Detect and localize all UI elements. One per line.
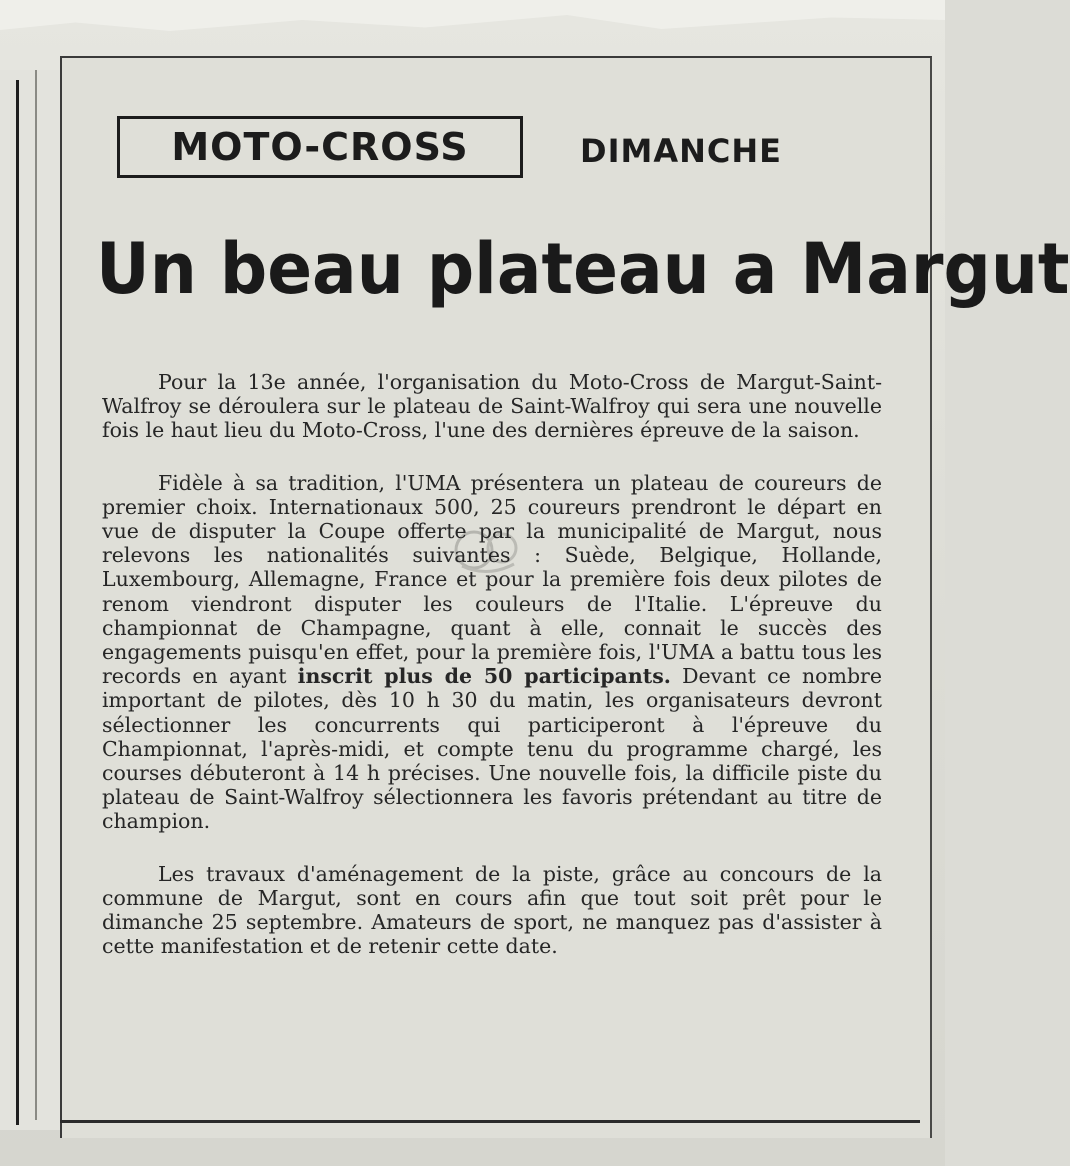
paragraph-3: Les travaux d'aménagement de la piste, grâce au concours de la commune de Margut, sont en cours afin que tout soit prêt pour le dimanche 25 septembre. Amateurs de sport, ne manquez pas d'assister à cette manifestation et de retenir cette date. <box>102 861 882 959</box>
paragraph-2-text: Fidèle à sa tradition, l'UMA présentera un plateau de coureurs de premier choix. Internationaux 500, 25 coureurs prendront le départ en vue de disputer la Coupe offerte par la municipalité de Margut, nous relevons les nationalités suivantes : Suède, Belgique, Hollande, Luxembourg, Allemagne, France et pour la première fois deux pilotes de renom viendront disputer les couleurs de l'Italie. L'épreuve du championnat de Champagne, quant à elle, connait le succès des engagements puisqu'en effet, pour la première fois, l'UMA a battu tous les records en ayant <box>102 470 882 689</box>
kicker-label: MOTO-CROSS <box>171 125 469 169</box>
paragraph-2 <box>102 471 882 834</box>
paragraph-2-bold: inscrit plus de 50 participants. <box>297 664 671 689</box>
bottom-rule <box>60 1120 920 1123</box>
kicker-day: DIMANCHE <box>580 132 782 170</box>
article-body <box>102 370 882 986</box>
column-rule <box>16 80 19 1125</box>
column-rule-secondary <box>35 70 37 1120</box>
adjacent-column-strip <box>0 70 60 1130</box>
paragraph-1: Pour la 13e année, l'organisation du Moto-Cross de Margut-Saint-Walfroy se déroulera sur le plateau de Saint-Walfroy qui sera une nouvelle fois le haut lieu du Moto-Cross, l'une des dernières épreuve de la saison. <box>102 370 882 443</box>
headline: Un beau plateau a Margut <box>96 228 1070 310</box>
paragraph-2-continued: Devant ce nombre important de pilotes, dès 10 h 30 du matin, les organisateurs devront sélectionner les concurrents qui participeront à l'épreuve du Championnat, l'après-midi, et compte tenu du programme chargé, les courses débuteront à 14 h précises. Une nouvelle fois, la difficile piste du plateau de Saint-Walfroy sélectionnera les favoris prétendant au titre de champion. <box>102 664 882 834</box>
kicker-box <box>117 116 523 178</box>
